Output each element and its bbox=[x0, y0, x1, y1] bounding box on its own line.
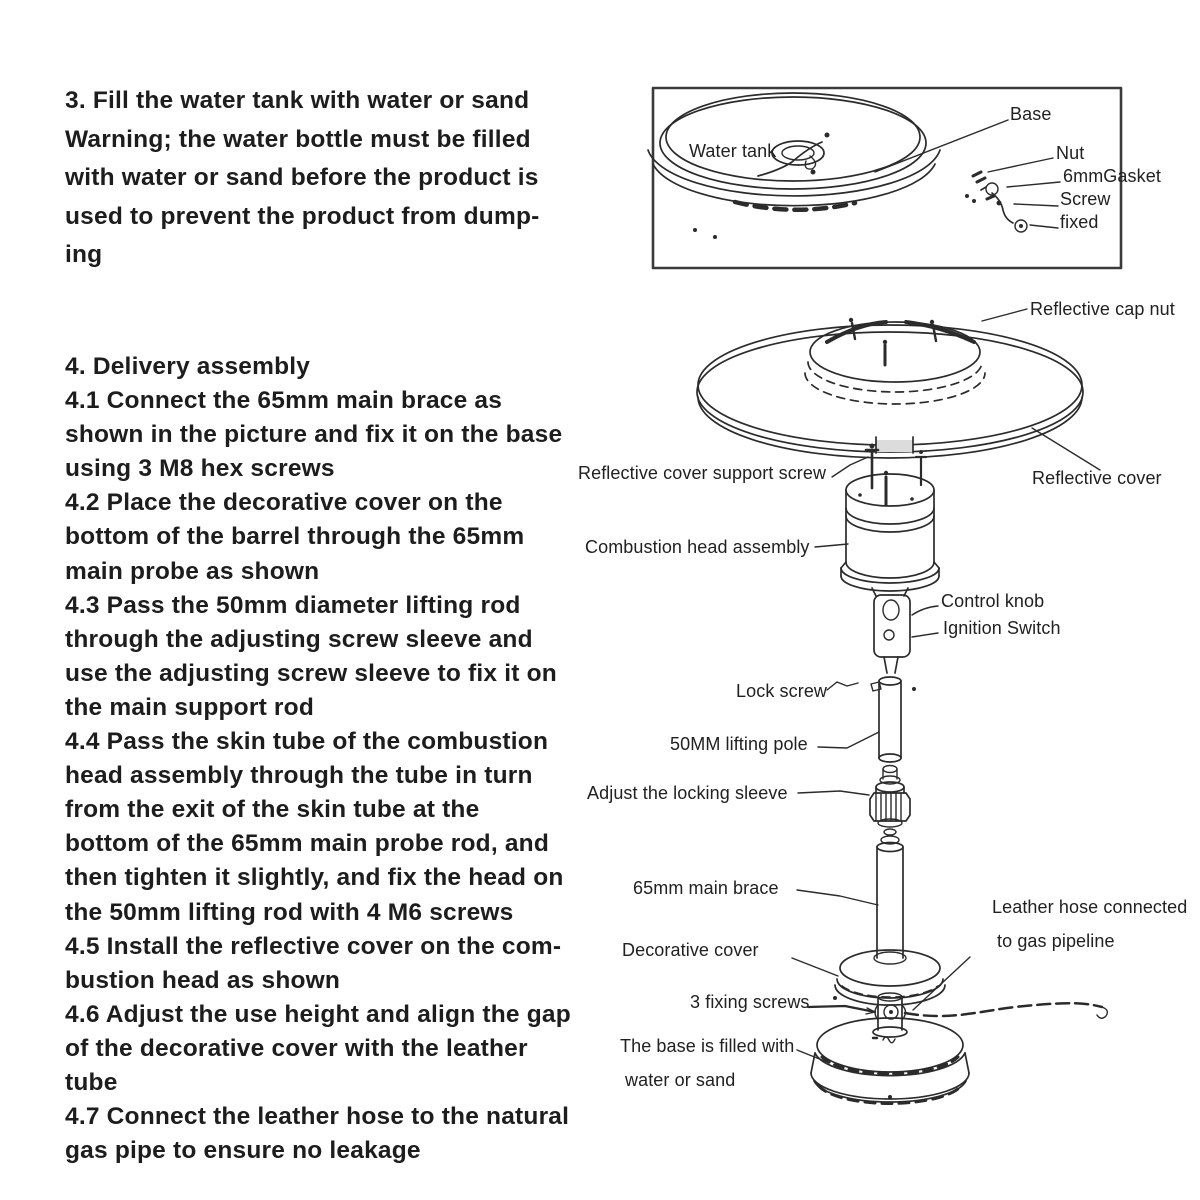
text-line: using 3 M8 hex screws bbox=[65, 455, 335, 483]
label-control-knob: Control knob bbox=[941, 591, 1045, 611]
label-screw: Screw bbox=[1060, 189, 1111, 209]
label-leather-hose-line2: to gas pipeline bbox=[997, 931, 1115, 951]
text-line: ing bbox=[65, 241, 103, 268]
label-reflective-cover-support-screw: Reflective cover support screw bbox=[578, 463, 827, 483]
hardware-parts-drawing bbox=[965, 158, 1060, 232]
text-line: 4.4 Pass the skin tube of the combustion bbox=[65, 728, 549, 756]
text-line: 4.7 Connect the leather hose to the natural bbox=[65, 1103, 570, 1131]
text-line: 4.2 Place the decorative cover on the bbox=[65, 489, 503, 517]
text-line: head assembly through the tube in turn bbox=[65, 762, 533, 790]
label-base: Base bbox=[1010, 104, 1052, 124]
label-leather-hose-line1: Leather hose connected bbox=[992, 897, 1188, 917]
text-line: shown in the picture and fix it on the base bbox=[65, 421, 563, 449]
text-line: bottom of the barrel through the 65mm bbox=[65, 523, 525, 551]
text-line: 4.5 Install the reflective cover on the com- bbox=[65, 932, 562, 960]
text-line: bustion head as shown bbox=[65, 966, 341, 994]
text-line: with water or sand before the product is bbox=[65, 164, 539, 191]
cover-support-screws-drawing bbox=[832, 437, 926, 488]
label-base-filled-line1: The base is filled with bbox=[620, 1036, 795, 1056]
control-valve-drawing bbox=[874, 595, 938, 673]
decorative-cover-drawing bbox=[792, 950, 945, 1005]
label-fixed: fixed bbox=[1060, 212, 1099, 232]
text-line: through the adjusting screw sleeve and bbox=[65, 625, 533, 653]
text-line: 4.6 Adjust the use height and align the gap bbox=[65, 1000, 571, 1028]
fixing-screws-collar-drawing bbox=[808, 993, 907, 1037]
label-lifting-pole: 50MM lifting pole bbox=[670, 734, 808, 754]
text-line: gas pipe to ensure no leakage bbox=[65, 1137, 421, 1165]
text-line: the main support rod bbox=[65, 693, 314, 721]
instructions-section-3 bbox=[65, 82, 539, 275]
label-ignition-switch: Ignition Switch bbox=[943, 618, 1061, 638]
text-line: main probe as shown bbox=[65, 557, 320, 585]
instructions-section-4 bbox=[65, 350, 571, 1168]
locking-sleeve-drawing bbox=[798, 782, 910, 827]
label-gasket: 6mmGasket bbox=[1063, 166, 1161, 186]
text-line: of the decorative cover with the leather bbox=[65, 1034, 528, 1062]
lifting-pole-drawing bbox=[818, 677, 901, 762]
heater-base-drawing bbox=[797, 1018, 969, 1103]
text-line: Warning; the water bottle must be filled bbox=[65, 125, 531, 153]
text-line: use the adjusting screw sleeve to fix it on bbox=[65, 659, 557, 687]
base-disc-drawing bbox=[648, 93, 1008, 239]
text-line: 3. Fill the water tank with water or sand bbox=[65, 87, 530, 114]
text-line: 4.3 Pass the 50mm diameter lifting rod bbox=[65, 591, 521, 619]
label-fixing-screws: 3 fixing screws bbox=[690, 992, 810, 1012]
label-combustion-head-assembly: Combustion head assembly bbox=[585, 537, 810, 557]
label-main-brace: 65mm main brace bbox=[633, 878, 779, 898]
label-water-tank: Water tank bbox=[689, 141, 777, 161]
assembly-diagram-drawing bbox=[560, 285, 1200, 1120]
main-brace-drawing bbox=[797, 843, 903, 959]
combustion-head-drawing bbox=[815, 471, 939, 596]
label-reflective-cap-nut: Reflective cap nut bbox=[1030, 299, 1175, 319]
text-line: then tighten it slightly, and fix the head on bbox=[65, 864, 564, 892]
lock-screw-drawing bbox=[827, 682, 916, 691]
leather-hose-drawing bbox=[905, 957, 1107, 1018]
label-decorative-cover: Decorative cover bbox=[622, 940, 759, 960]
label-base-filled-line2: water or sand bbox=[625, 1070, 736, 1090]
text-line: used to prevent the product from dump- bbox=[65, 202, 540, 230]
text-line: bottom of the 65mm main probe rod, and bbox=[65, 830, 550, 858]
text-line: 4.1 Connect the 65mm main brace as bbox=[65, 387, 503, 415]
label-nut: Nut bbox=[1056, 143, 1085, 163]
label-lock-screw: Lock screw bbox=[736, 681, 828, 701]
text-line: tube bbox=[65, 1068, 118, 1096]
label-adjust-locking-sleeve: Adjust the locking sleeve bbox=[587, 783, 788, 803]
text-line: 4. Delivery assembly bbox=[65, 353, 311, 380]
label-reflective-cover: Reflective cover bbox=[1032, 468, 1162, 488]
text-line: the 50mm lifting rod with 4 M6 screws bbox=[65, 898, 514, 926]
text-line: from the exit of the skin tube at the bbox=[65, 796, 480, 824]
